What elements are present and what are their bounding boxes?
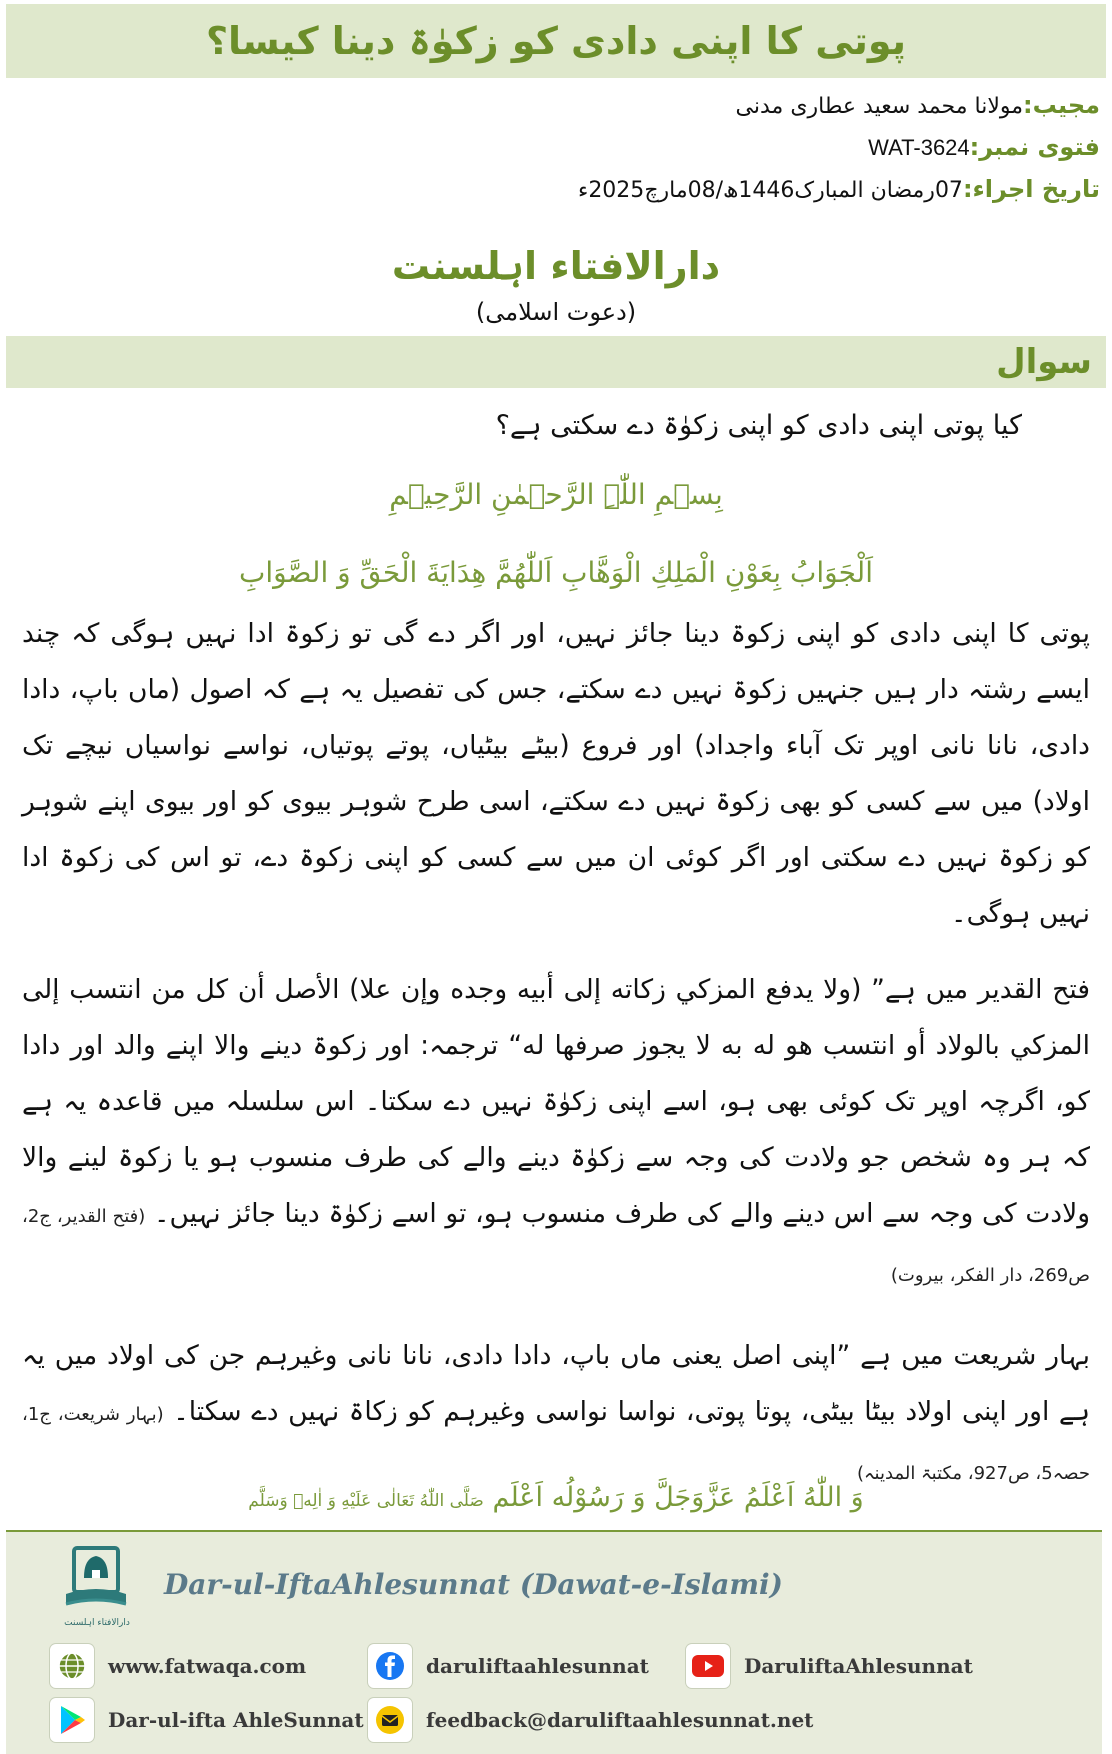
page-title: پوتی کا اپنی دادی کو زکوٰۃ دینا کیسا؟ <box>205 19 906 63</box>
feedback-icon <box>368 1698 412 1742</box>
youtube-icon <box>686 1644 730 1688</box>
closing-line <box>0 1482 1112 1513</box>
jawab-opening: اَلْجَوَابُ بِعَوْنِ الْمَلِكِ الْوَهَّابِ اَللّٰهُمَّ هِدَايَةَ الْحَقِّ وَ الصَّوَابِ <box>239 556 873 589</box>
play-store-link[interactable] <box>50 1698 364 1742</box>
bahar-e-shariat-reference: (بہار شریعت، ج1، حصہ5، ص927، مکتبۃ المدینہ) <box>22 1404 1090 1484</box>
issue-date-value: 07رمضان المبارک1446ھ/08مارچ2025ء <box>577 178 963 203</box>
issue-date-row <box>578 174 1100 206</box>
feedback-email-text: feedback@daruliftaahlesunnat.net <box>426 1708 814 1732</box>
title-band <box>6 4 1106 78</box>
answer-paragraph-1 <box>22 606 1090 942</box>
logo-caption: دارالافتاء اہلسنت <box>64 1618 130 1628</box>
fatwa-number-value: WAT-3624 <box>868 135 970 160</box>
youtube-text: DaruliftaAhlesunnat <box>744 1654 973 1678</box>
mujeeb-row <box>736 90 1100 122</box>
org-subtitle: (دعوت اسلامی) <box>475 298 637 326</box>
facebook-text: daruliftaahlesunnat <box>426 1654 649 1678</box>
answer-paragraph-2 <box>22 962 1090 1304</box>
answer-paragraph-2-text: فتح القدیر میں ہے” (ولا يدفع المزكي زكاته إلى أبيه وجده وإن علا) الأصل أن كل من انتسب إلى المزكي بالولاد أو انتسب هو له به لا يجوز صرفها له“ ترجمہ: اور زکوۃ دینے والا اپنے والد اور دادا کو، اگرچہ اوپر تک کوئی بھی ہو، اسے اپنی زکوٰۃ نہیں دے سکتا۔ اس سلسلہ میں قاعدہ یہ ہے کہ ہر وہ شخص جو ولادت کی وجہ سے زکوٰۃ دینے والے کی طرف منسوب ہو یا زکوۃ لینے والا ولادت کی وجہ سے اس دینے والے کی طرف منسوب ہو، تو اسے زکوٰۃ دینا جائز نہیں۔ <box>22 974 1091 1229</box>
globe-icon <box>50 1644 94 1688</box>
answer-paragraph-1-text: پوتی کا اپنی دادی کو اپنی زکوۃ دینا جائز نہیں، اور اگر دے گی تو زکوۃ ادا نہیں ہوگی کہ چند ایسے رشتہ دار ہیں جنہیں زکوۃ نہیں دے سکتے، جس کی تفصیل یہ ہے کہ اصول (ماں باپ، دادا دادی، نانا نانی اوپر تک آباء واجداد) اور فروع (بیٹے بیٹیاں، پوتے پوتیاں، نواسے نواسیاں نیچے تک اولاد) میں سے کسی کو بھی زکوۃ نہیں دے سکتے، اسی طرح شوہر بیوی کو اور بیوی اپنے شوہر کو زکوۃ نہیں دے سکتی اور اگر کوئی ان میں سے کسی کو اپنی زکوۃ دے، تو اس کی زکوۃ ادا نہیں ہوگی۔ <box>22 618 1090 929</box>
answer-paragraph-3 <box>22 1328 1090 1502</box>
brand-name: Dar-ul-IftaAhlesunnat (Dawat-e-Islami) <box>164 1568 783 1601</box>
mujeeb-value: مولانا محمد سعید عطاری مدنی <box>735 94 1024 119</box>
play-store-text: Dar-ul-ifta AhleSunnat <box>108 1708 364 1732</box>
website-text: www.fatwaqa.com <box>108 1654 307 1678</box>
facebook-link[interactable] <box>368 1644 649 1688</box>
closing-salutation: صَلَّی اللّٰهُ تَعَالٰی عَلَیْهِ وَ اٰلِهٖ وَسَلَّم <box>248 1491 484 1511</box>
fath-ul-qadeer-reference: (فتح القدیر، ج2، ص269، دار الفکر، بیروت) <box>22 1206 1090 1286</box>
question-heading: سوال <box>996 342 1092 382</box>
closing-text: وَ اللّٰهُ اَعْلَمُ عَزَّوَجَلَّ وَ رَسُوْلُه اَعْلَم <box>492 1482 864 1513</box>
facebook-icon <box>368 1644 412 1688</box>
play-store-icon <box>50 1698 94 1742</box>
question-band <box>6 336 1106 388</box>
mujeeb-label: مجیب: <box>1023 91 1100 119</box>
org-name: دارالافتاء اہلسنت <box>391 244 721 288</box>
fatwa-number-row <box>868 132 1100 164</box>
dar-ul-ifta-logo-icon <box>56 1544 136 1616</box>
question-text: کیا پوتی اپنی دادی کو اپنی زکوٰۃ دے سکتی ہے؟ <box>495 410 1022 441</box>
youtube-link[interactable] <box>686 1644 973 1688</box>
answer-paragraph-3-text: بہار شریعت میں ہے ”اپنی اصل یعنی ماں باپ، دادا دادی، نانا نانی وغیرہم جن کی اولاد میں یہ ہے اور اپنی اولاد بیٹا بیٹی، پوتا پوتی، نواسا نواسی وغیرہم کو زکاۃ نہیں دے سکتا۔ <box>22 1340 1090 1427</box>
website-link[interactable] <box>50 1644 306 1688</box>
feedback-email-link[interactable] <box>368 1698 813 1742</box>
fatwa-number-label: فتوی نمبر: <box>969 133 1100 161</box>
issue-date-label: تاریخ اجراء: <box>962 175 1100 203</box>
footer <box>6 1532 1102 1754</box>
bismillah: بِسۡمِ اللّٰہِ الرَّحۡمٰنِ الرَّحِیۡمِ <box>389 478 723 511</box>
